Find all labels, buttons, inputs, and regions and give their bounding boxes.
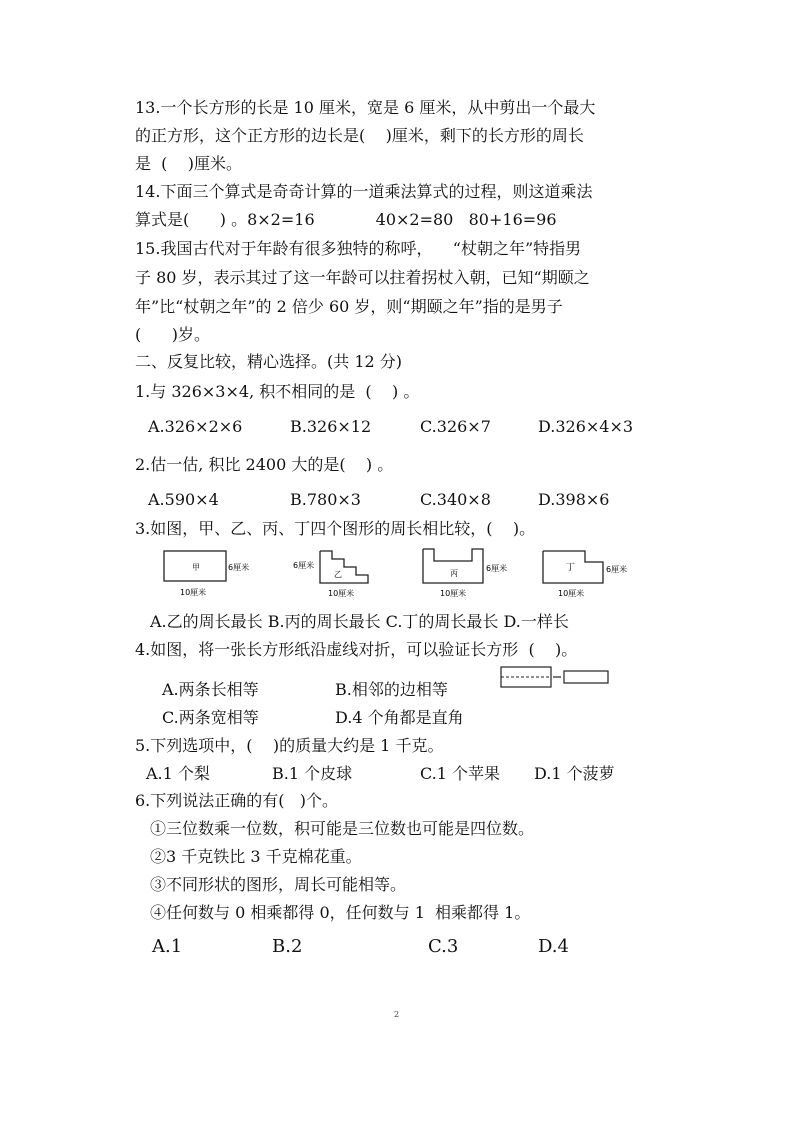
- choice-5-option-c: C.1 个苹果: [420, 764, 501, 783]
- figure-jia: [160, 548, 265, 600]
- choice-5-option-d: D.1 个菠萝: [534, 764, 615, 783]
- q15-line-3: 年”比“杖朝之年”的 2 倍少 60 岁，则“期颐之年”指的是男子: [135, 297, 563, 316]
- paper-after-fold: [564, 671, 608, 683]
- figure-bing-side-label: 6厘米: [486, 564, 508, 573]
- choice-4-option-a: A.两条长相等: [162, 680, 259, 699]
- choice-1-option-d: D.326×4×3: [538, 417, 634, 436]
- folded-paper-figure: [498, 664, 613, 692]
- figure-jia-bottom-label: 10厘米: [180, 588, 207, 597]
- q13-line-2: 的正方形，这个正方形的边长是( )厘米，剩下的长方形的周长: [135, 126, 584, 145]
- choice-5-stem: 5.下列选项中，( )的质量大约是 1 千克。: [135, 736, 444, 755]
- q14-line-2: 算式是( ) 。8×2=16 40×2=80 80+16=96: [135, 210, 557, 229]
- choice-1-option-c: C.326×7: [420, 417, 491, 436]
- choice-6-statement-3: ③不同形状的图形，周长可能相等。: [150, 875, 407, 894]
- section-title: 二、反复比较，精心选择。(共 12 分): [135, 352, 403, 371]
- q15-line-4: ( )岁。: [135, 325, 211, 344]
- figure-bing-name: 丙: [450, 569, 458, 578]
- q15-line-1: 15.我国古代对于年龄有很多独特的称呼， “杖朝之年”特指男: [135, 239, 582, 258]
- choice-3-options: A.乙的周长最长 B.丙的周长最长 C.丁的周长最长 D.一样长: [150, 612, 569, 631]
- choice-2-option-c: C.340×8: [420, 490, 491, 509]
- figure-yi: [290, 548, 400, 600]
- choice-1-stem: 1.与 326×3×4, 积不相同的是 ( ) 。: [135, 382, 420, 401]
- choice-4-stem: 4.如图，将一张长方形纸沿虚线对折，可以验证长方形 ( )。: [135, 640, 578, 659]
- figure-jia-name: 甲: [192, 563, 200, 572]
- figure-yi-name: 乙: [334, 570, 342, 579]
- figure-yi-side-label: 6厘米: [293, 561, 315, 570]
- choice-1-option-a: A.326×2×6: [148, 417, 243, 436]
- choice-6-option-c: C.3: [428, 936, 459, 957]
- q14-line-1: 14.下面三个算式是奇奇计算的一道乘法算式的过程，则这道乘法: [135, 182, 593, 201]
- choice-6-statement-4: ④任何数与 0 相乘都得 0，任何数与 1 相乘都得 1。: [150, 903, 531, 922]
- q15-line-2: 子 80 岁，表示其过了这一年龄可以拄着拐杖入朝，已知“期颐之: [135, 268, 590, 287]
- choice-6-option-b: B.2: [272, 936, 303, 957]
- choice-6-statement-2: ②3 千克铁比 3 千克棉花重。: [150, 847, 362, 866]
- figure-ding: [540, 548, 645, 600]
- figure-yi-outline: [320, 551, 368, 583]
- figure-yi-bottom-label: 10厘米: [328, 589, 355, 598]
- choice-6-option-d: D.4: [538, 936, 569, 957]
- choice-6-option-a: A.1: [152, 936, 183, 957]
- q13-line-3: 是 ( )厘米。: [135, 154, 243, 173]
- choice-6-stem: 6.下列说法正确的有( )个。: [135, 791, 339, 810]
- figure-ding-bottom-label: 10厘米: [558, 589, 585, 598]
- choice-4-option-b: B.相邻的边相等: [335, 680, 448, 699]
- choice-2-option-a: A.590×4: [148, 490, 219, 509]
- choice-6-statement-1: ①三位数乘一位数，积可能是三位数也可能是四位数。: [150, 819, 535, 838]
- choice-2-stem: 2.估一估, 积比 2400 大的是( ) 。: [135, 455, 394, 474]
- q13-line-1: 13.一个长方形的长是 10 厘米，宽是 6 厘米，从中剪出一个最大: [135, 98, 596, 117]
- figure-bing-bottom-label: 10厘米: [440, 589, 467, 598]
- figure-ding-name: 丁: [566, 563, 576, 573]
- choice-5-option-a: A.1 个梨: [146, 764, 210, 783]
- choice-5-option-b: B.1 个皮球: [272, 764, 353, 783]
- choice-2-option-d: D.398×6: [538, 490, 610, 509]
- choice-4-option-d: D.4 个角都是直角: [335, 708, 464, 727]
- figure-bing: [420, 545, 525, 600]
- figure-jia-side-label: 6厘米: [228, 563, 250, 572]
- choice-2-option-b: B.780×3: [290, 490, 361, 509]
- figure-ding-side-label: 6厘米: [606, 565, 628, 574]
- page-number: 2: [394, 1010, 400, 1019]
- choice-4-option-c: C.两条宽相等: [162, 708, 259, 727]
- choice-1-option-b: B.326×12: [290, 417, 372, 436]
- choice-3-stem: 3.如图，甲、乙、丙、丁四个图形的周长相比较，( )。: [135, 519, 536, 538]
